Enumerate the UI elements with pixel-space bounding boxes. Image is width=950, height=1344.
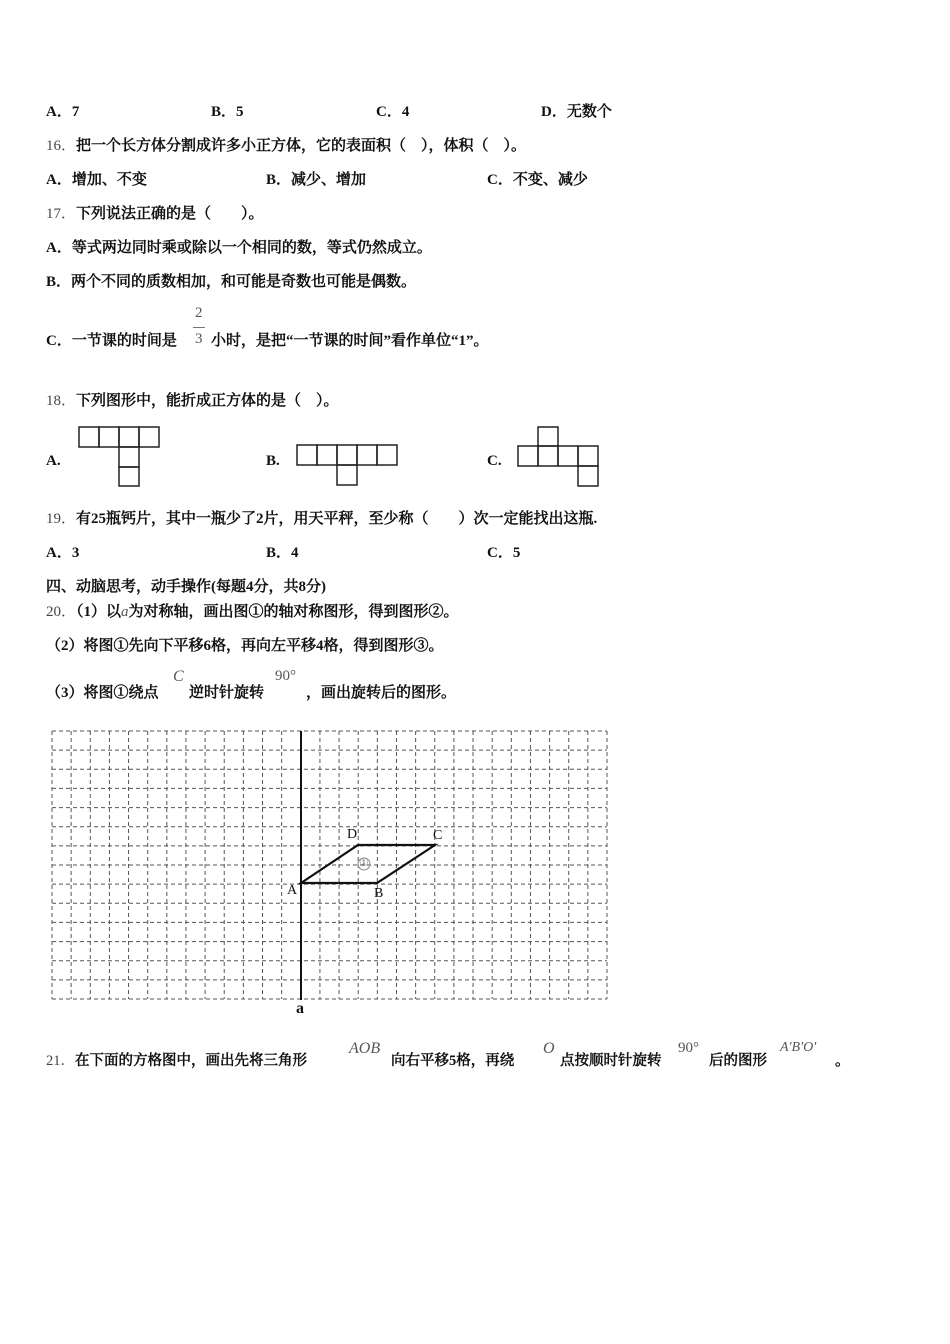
q21-number: 21．	[46, 1053, 75, 1069]
q19-option-a: A．3	[46, 545, 80, 561]
q15-option-a: A．7	[46, 104, 80, 120]
q18-label-a: A.	[46, 453, 61, 469]
q17-option-a: A．等式两边同时乘或除以一个相同的数，等式仍然成立。	[46, 240, 432, 256]
q20-part3-post: ，画出旋转后的图形。	[306, 685, 457, 701]
q21-mid2: 点按顺时针旋转	[560, 1053, 662, 1069]
section-4-title: 四、动脑思考，动手操作(每题4分，共8分)	[46, 579, 326, 595]
q16-number: 16．	[46, 138, 77, 154]
q20-part3-mid: 逆时针旋转	[189, 685, 265, 701]
point-b-label: B	[374, 886, 384, 901]
q21-triangle-aob: AOB	[349, 1040, 381, 1057]
q17-option-c-post: 小时，是把“一节课的时间”看作单位“1”。	[211, 333, 489, 349]
q17-option-b: B．两个不同的质数相加，和可能是奇数也可能是偶数。	[46, 274, 417, 290]
dashed-grid	[52, 731, 607, 999]
cube-net-c	[518, 427, 598, 486]
q16-option-b: B．减少、增加	[266, 172, 367, 188]
axis-a-label: a	[296, 1000, 304, 1017]
q15-option-b: B．5	[211, 104, 244, 120]
q17-option-c-pre: C．一节课的时间是	[46, 333, 177, 349]
q20-point-c: C	[173, 668, 184, 685]
q21-mid3: 后的图形	[709, 1053, 767, 1069]
q21-point-o: O	[543, 1040, 555, 1057]
q15-option-d: D．无数个	[541, 104, 612, 120]
q19-option-b: B．4	[266, 545, 299, 561]
q20-angle: 90°	[275, 668, 296, 684]
q20-part1	[46, 602, 459, 622]
q20-number: 20．	[46, 604, 77, 620]
q16-option-c: C．不变、减少	[487, 172, 588, 188]
fraction-denominator: 3	[195, 331, 203, 347]
q20-part2: （2）将图①先向下平移6格，再向左平移4格，得到图形③。	[46, 638, 444, 654]
q21-mid1: 向右平移5格，再绕	[391, 1053, 515, 1069]
q17-stem: 下列说法正确的是（ ）。	[76, 206, 264, 222]
point-c-label: C	[433, 828, 443, 843]
q18	[46, 391, 339, 411]
shape-label-1: ①	[359, 857, 369, 869]
q21-triangle-image: A'B'O'	[780, 1040, 817, 1055]
q21-pre: 在下面的方格图中，画出先将三角形	[75, 1053, 307, 1069]
q20-p1-post: 为对称轴，画出图①的轴对称图形，得到图形②。	[128, 604, 459, 620]
q17	[46, 204, 264, 224]
q21-angle: 90°	[678, 1040, 699, 1056]
q18-label-c: C.	[487, 453, 502, 469]
q20-axis-var: a	[121, 604, 129, 620]
q16-stem: 把一个长方体分割成许多小正方体，它的表面积（ ），体积（ ）。	[76, 138, 527, 154]
q19	[46, 509, 597, 529]
cube-net-b	[297, 445, 397, 485]
q19-stem: 有25瓶钙片，其中一瓶少了2片，用天平秤，至少称（ ）次一定能找出这瓶.	[76, 511, 598, 527]
q20-p1-pre: （1）以	[76, 604, 122, 620]
q18-stem: 下列图形中，能折成正方体的是（ ）。	[76, 393, 339, 409]
q17-number: 17．	[46, 206, 77, 222]
point-a-label: A	[287, 883, 298, 898]
q18-number: 18．	[46, 393, 77, 409]
q18-label-b: B.	[266, 453, 280, 469]
q16-option-a: A．增加、不变	[46, 172, 147, 188]
fraction-bar	[193, 327, 205, 328]
q21-end: 。	[835, 1053, 851, 1069]
point-d-label: D	[347, 827, 358, 842]
fraction-numerator: 2	[195, 305, 203, 321]
q19-option-c: C．5	[487, 545, 521, 561]
q16	[46, 136, 526, 156]
q19-number: 19．	[46, 511, 77, 527]
q20-part3-pre: （3）将图①绕点	[46, 685, 159, 701]
cube-net-a	[79, 427, 159, 486]
q21	[46, 1051, 307, 1071]
q15-option-c: C．4	[376, 104, 410, 120]
